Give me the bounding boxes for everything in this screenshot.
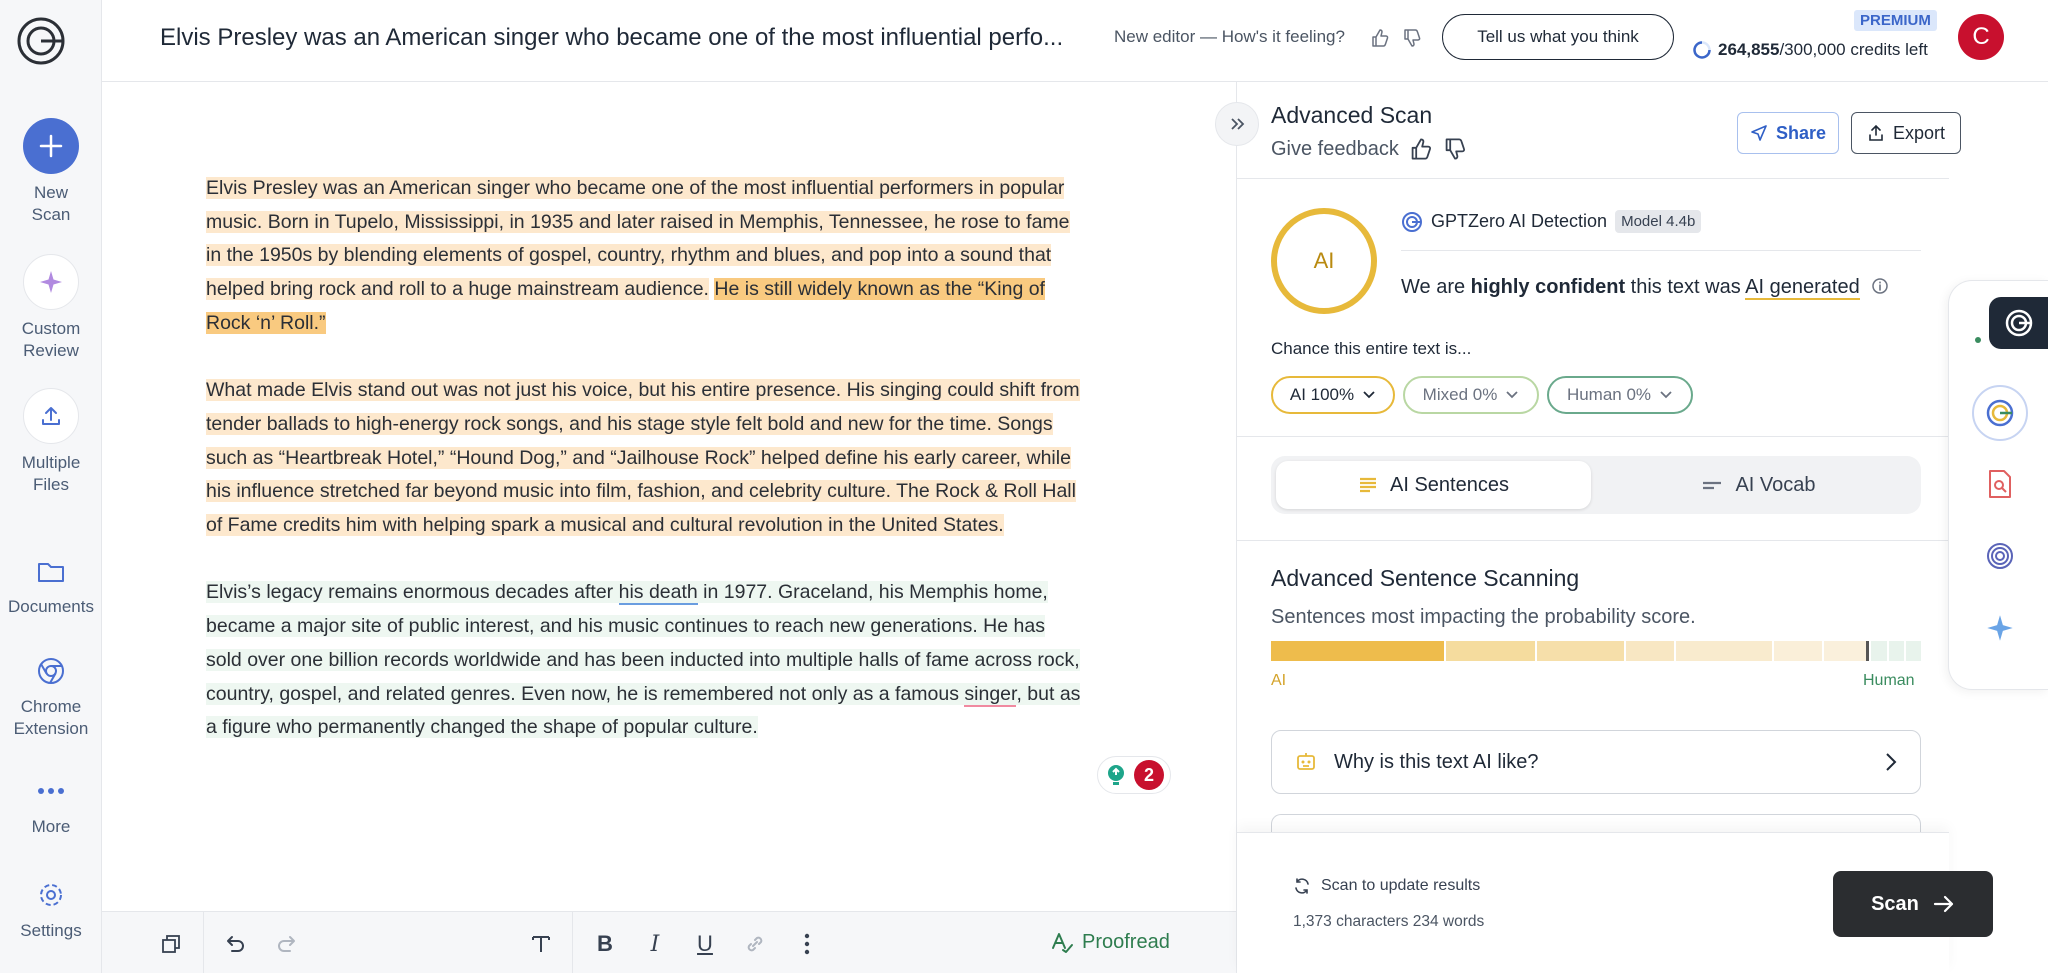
why-ai-card[interactable] — [1271, 730, 1921, 794]
share-label: Share — [1775, 122, 1827, 143]
scan-label: Scan — [1871, 892, 1919, 915]
double-chevron-right-icon — [1229, 116, 1245, 132]
new-scan-label-1: New — [33, 183, 68, 202]
panel-divider — [1237, 436, 1949, 437]
scale-segment — [1626, 641, 1673, 661]
dock-spiral-button[interactable] — [1975, 531, 2025, 581]
scale-segment — [1537, 641, 1624, 661]
underline-icon[interactable]: U — [697, 931, 713, 956]
proofread-label: Proofread — [1082, 930, 1170, 953]
collapse-panel-button[interactable] — [1215, 102, 1259, 146]
document-search-icon — [1986, 469, 2014, 499]
credits-used: 264,855 — [1718, 40, 1780, 59]
result-label: AI generated — [1745, 276, 1860, 298]
sentence-highlight-human[interactable] — [206, 581, 1080, 738]
chevron-down-icon — [1362, 390, 1376, 400]
confidence-statement — [1401, 276, 1889, 299]
chrome-extension-label-2: Extension — [13, 719, 89, 738]
detection-name: GPTZero AI Detection — [1431, 211, 1608, 231]
scan-panel — [1236, 82, 1948, 973]
export-icon — [1867, 124, 1885, 142]
thumbs-down-icon[interactable] — [1443, 137, 1467, 161]
vocab-icon — [1701, 475, 1723, 495]
lightbulb-icon — [1104, 763, 1128, 787]
panel-divider — [1237, 540, 1949, 541]
chrome-icon — [36, 656, 66, 686]
chevron-down-icon — [1505, 390, 1519, 400]
chevron-down-icon — [1659, 390, 1673, 400]
italic-icon[interactable]: I — [650, 931, 660, 957]
tell-us-button[interactable]: Tell us what you think — [1442, 14, 1674, 60]
dock-sparkle-button[interactable] — [1975, 603, 2025, 653]
thumbs-down-icon[interactable] — [1402, 28, 1422, 48]
text-run: in 1977. Graceland, his Memphis home, became a major site of public interest, and his music continues to reach new generations. He has sold over one billion records worldwide and has been inducted into multiple halls of fame across rock, country, gospel, and related genres. Even now, he is remembered not only as a famous — [206, 581, 1080, 705]
tab-ai-vocab-label: AI Vocab — [1735, 473, 1816, 496]
sparkle-icon — [1985, 613, 2015, 643]
documents-button[interactable] — [0, 556, 102, 618]
human-probability-pill[interactable] — [1547, 376, 1693, 414]
new-scan-label-2: Scan — [31, 205, 71, 224]
gptzero-logo-icon — [2004, 308, 2034, 338]
analysis-tabs — [1271, 456, 1921, 514]
robot-icon — [1294, 750, 1318, 774]
text-run: We are — [1401, 276, 1471, 298]
credits-progress-icon — [1692, 40, 1712, 60]
scale-segment — [1676, 641, 1773, 661]
gptzero-logo-icon — [1401, 211, 1423, 233]
scale-segment — [1774, 641, 1821, 661]
suggestions-indicator[interactable] — [1097, 756, 1171, 794]
credits-total: /300,000 credits left — [1779, 40, 1928, 59]
scale-segment — [1446, 641, 1535, 661]
mixed-probability-pill[interactable] — [1403, 376, 1539, 414]
tab-ai-sentences-label: AI Sentences — [1390, 473, 1509, 496]
credits-counter — [1692, 40, 1928, 60]
gptzero-logo-icon[interactable] — [16, 16, 66, 66]
sentence-highlight[interactable]: Born in Tupelo, Mississippi, in 1935 and later raised in Memphis, Tennessee, he rose to fame in the 1950s by blending elements of gospel, country, rhythm and blues, and pop into a sound that helped bring rock and roll to a huge mainstream audience. — [206, 210, 1070, 301]
scale-human-label: Human — [1863, 672, 1915, 689]
text-run: Elvis’s legacy remains enormous decades after — [206, 581, 619, 604]
toolbar-divider — [572, 912, 573, 973]
confidence-level: highly confident — [1470, 276, 1626, 298]
ai-score-ring: AI — [1271, 208, 1377, 314]
panel-divider — [1237, 178, 1949, 179]
redo-icon[interactable] — [274, 931, 300, 957]
scan-button[interactable] — [1833, 871, 1993, 937]
chrome-extension-label-1: Chrome — [20, 697, 82, 716]
multiple-files-button[interactable] — [0, 388, 102, 496]
thumbs-up-icon[interactable] — [1409, 137, 1433, 161]
dock-plagiarism-button[interactable] — [1975, 459, 2025, 509]
share-button[interactable] — [1737, 112, 1839, 154]
more-label: More — [31, 817, 71, 836]
floating-dock — [1948, 280, 2048, 690]
editor-feedback-prompt: New editor — How's it feeling? — [1114, 27, 1345, 46]
paragraph-2 — [206, 374, 1086, 543]
info-icon[interactable] — [1871, 277, 1889, 295]
document-title[interactable]: Elvis Presley was an American singer who became one of the most influential perfo... — [160, 24, 1064, 51]
left-rail — [0, 0, 102, 973]
sentence-highlight-strong[interactable]: He is still widely known as the “King of Rock ‘n’ Roll.” — [206, 278, 1045, 334]
gptzero-color-icon — [1984, 397, 2016, 429]
scale-ai-label: AI — [1271, 672, 1287, 689]
dock-detector-button[interactable] — [1972, 385, 2028, 441]
scale-segment — [1889, 641, 1904, 661]
upload-icon — [23, 388, 79, 444]
proofread-icon — [1050, 930, 1074, 954]
paragraph-3 — [206, 576, 1086, 745]
tab-ai-vocab[interactable] — [1601, 461, 1916, 509]
scale-segment — [1871, 641, 1886, 661]
editor-area[interactable] — [102, 82, 1236, 911]
multiple-files-label-1: Multiple — [21, 453, 81, 472]
text-run: this text was — [1625, 276, 1746, 298]
export-button[interactable] — [1851, 112, 1961, 154]
user-avatar[interactable]: C — [1958, 14, 2004, 60]
text-run: , but as a figure who permanently changed the shape of popular culture. — [206, 682, 1081, 739]
chrome-extension-button[interactable] — [0, 656, 102, 740]
bold-icon[interactable]: B — [597, 931, 613, 956]
custom-review-label-2: Review — [23, 341, 79, 360]
status-dot — [1975, 337, 1981, 343]
top-header — [102, 0, 2048, 82]
ai-probability-value: AI 100% — [1289, 385, 1355, 404]
document-text[interactable] — [206, 172, 1086, 779]
send-icon — [1750, 124, 1768, 142]
panel-title: Advanced Scan — [1271, 102, 1433, 128]
model-badge: Model 4.4b — [1615, 210, 1701, 233]
plus-icon — [23, 118, 79, 174]
sentence-scanning-title: Advanced Sentence Scanning — [1271, 565, 1580, 591]
scan-bottom-bar — [1237, 832, 1949, 973]
documents-label: Documents — [8, 597, 94, 616]
sentence-highlight[interactable]: His singing could shift from tender ballads to high-energy rock songs, and his stage style felt bold and new for the time. Songs such as “Heartbreak Hotel,” “Hound Dog,” and “Jailhouse Rock” helped define his early career, while his influence stretched far beyond music into film, fashion, and celebrity culture. The Rock & Roll Hall of Fame credits him with helping spark a musical and cultural revolution in the United States. — [206, 379, 1080, 537]
mixed-probability-value: Mixed 0% — [1422, 385, 1498, 404]
chance-label: Chance this entire text is... — [1271, 339, 1472, 358]
human-probability-value: Human 0% — [1566, 385, 1652, 404]
tab-ai-sentences[interactable] — [1276, 461, 1591, 509]
custom-review-label-1: Custom — [21, 319, 81, 338]
settings-label: Settings — [20, 921, 82, 940]
premium-badge: PREMIUM — [1854, 10, 1937, 31]
thumbs-up-icon[interactable] — [1370, 28, 1390, 48]
more-vertical-icon[interactable] — [794, 931, 820, 957]
ai-human-scale — [1271, 641, 1921, 661]
custom-review-button[interactable] — [0, 254, 102, 362]
paragraph-1 — [206, 172, 1086, 341]
scan-update-label: Scan to update results — [1321, 877, 1481, 894]
multiple-files-label-2: Files — [33, 475, 69, 494]
text-style-icon[interactable] — [528, 931, 554, 957]
more-button[interactable] — [0, 784, 102, 838]
sparkle-icon — [23, 254, 79, 310]
more-dots-icon — [36, 784, 66, 798]
link-icon[interactable] — [742, 931, 768, 957]
suggestion-count: 2 — [1134, 760, 1164, 790]
detection-header — [1401, 210, 1701, 233]
proofread-button[interactable] — [1050, 930, 1170, 954]
sentence-highlight[interactable]: Elvis Presley was an American singer who became one of the most influential performers in popular music. — [206, 177, 1065, 233]
editor-toolbar — [102, 911, 1236, 973]
spiral-icon — [1985, 541, 2015, 571]
give-feedback — [1271, 137, 1467, 161]
character-word-count: 1,373 characters 234 words — [1293, 913, 1485, 930]
scale-segment — [1824, 641, 1870, 661]
give-feedback-label: Give feedback — [1271, 137, 1399, 160]
sentence-highlight[interactable]: What made Elvis stand out was not just his voice, but his entire presence. — [206, 379, 842, 402]
scan-update-hint — [1293, 877, 1480, 895]
toolbar-divider — [203, 912, 204, 973]
undo-icon[interactable] — [222, 931, 248, 957]
arrow-right-icon — [1933, 895, 1955, 913]
scale-segment — [1271, 641, 1444, 661]
copy-icon[interactable] — [158, 931, 184, 957]
gear-icon — [36, 880, 66, 910]
scale-segment — [1906, 641, 1921, 661]
dock-toggle[interactable] — [1989, 297, 2048, 349]
folder-icon — [36, 556, 66, 586]
chevron-right-icon — [1884, 751, 1898, 773]
ai-probability-pill[interactable] — [1271, 376, 1395, 414]
detection-divider — [1401, 250, 1921, 251]
sentences-icon — [1358, 475, 1378, 495]
new-scan-button[interactable] — [0, 118, 102, 226]
sentence-scanning-subtitle: Sentences most impacting the probability score. — [1271, 606, 1696, 628]
export-label: Export — [1892, 122, 1946, 143]
spelling-suggestion[interactable]: singer — [964, 682, 1017, 705]
refresh-icon — [1293, 877, 1311, 895]
why-ai-label: Why is this text AI like? — [1334, 750, 1539, 773]
settings-button[interactable] — [0, 880, 102, 942]
style-suggestion[interactable]: his death — [618, 581, 698, 604]
